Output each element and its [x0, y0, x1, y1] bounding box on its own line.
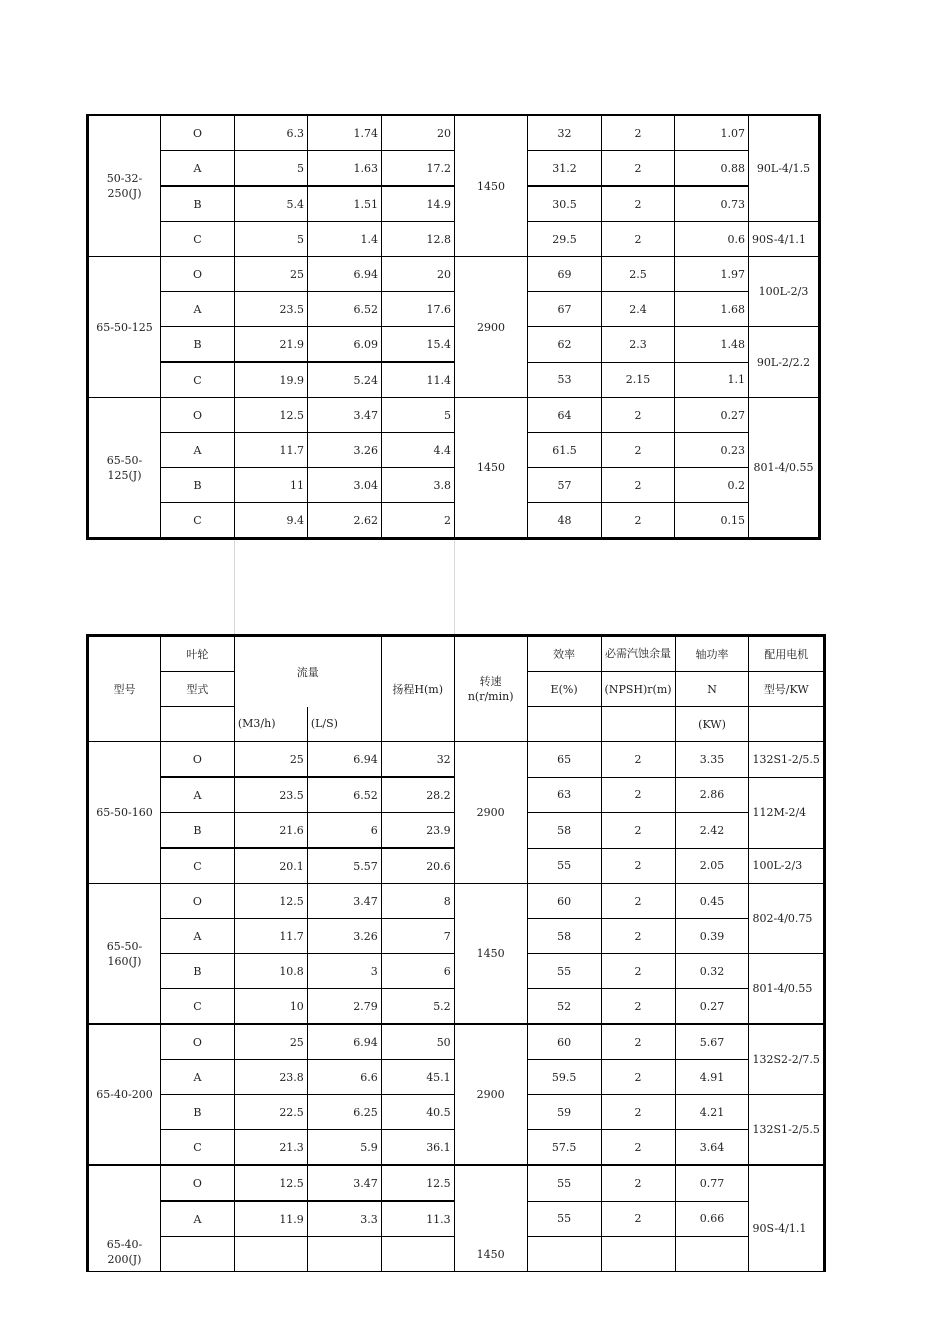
flow-m3h-cell: 11.9 — [234, 1201, 307, 1237]
head-cell: 12.5 — [381, 1165, 454, 1201]
speed-cell: 1450 — [455, 398, 528, 539]
motor-cell: 801-4/0.55 — [749, 954, 825, 1025]
speed-cell: 2900 — [454, 742, 527, 884]
efficiency-cell: 69 — [528, 257, 602, 292]
efficiency-cell: 65 — [527, 742, 601, 778]
efficiency-cell: 55 — [527, 954, 601, 989]
table-row — [88, 186, 820, 222]
npsh-cell — [601, 1237, 675, 1272]
npsh-cell: 2 — [601, 1130, 675, 1166]
shaft-power-cell: 1.1 — [675, 362, 749, 398]
flow-ls-cell: 3.04 — [308, 468, 382, 503]
head-cell: 5.2 — [381, 989, 454, 1025]
npsh-cell: 2 — [601, 919, 675, 954]
motor-cell: 132S1-2/5.5 — [749, 1095, 825, 1166]
shaft-power-cell: 3.35 — [675, 742, 749, 778]
table-row — [88, 398, 820, 433]
npsh-cell: 2 — [601, 777, 675, 813]
impeller-cell — [160, 1237, 234, 1272]
flow-ls-cell: 3.26 — [307, 919, 381, 954]
header-impeller: 叶轮 — [160, 636, 234, 672]
motor-cell: 90L-2/2.2 — [749, 327, 820, 398]
npsh-cell: 2 — [602, 503, 675, 539]
efficiency-cell: 31.2 — [528, 151, 602, 187]
npsh-cell: 2 — [601, 1095, 675, 1130]
npsh-cell: 2 — [601, 1024, 675, 1060]
motor-cell: 112M-2/4 — [749, 777, 825, 848]
table-row — [88, 222, 820, 257]
efficiency-cell: 57.5 — [527, 1130, 601, 1166]
flow-m3h-cell: 20.1 — [234, 848, 307, 884]
header-flow-ls: (L/S) — [307, 707, 381, 742]
shaft-power-cell: 4.91 — [675, 1060, 749, 1095]
shaft-power-cell: 0.6 — [675, 222, 749, 257]
head-cell: 20 — [382, 257, 455, 292]
efficiency-cell — [527, 1237, 601, 1272]
efficiency-cell: 64 — [528, 398, 602, 433]
npsh-cell: 2 — [601, 1060, 675, 1095]
npsh-cell: 2.4 — [602, 292, 675, 327]
efficiency-cell: 48 — [528, 503, 602, 539]
npsh-cell: 2 — [601, 848, 675, 884]
efficiency-cell: 62 — [528, 327, 602, 363]
flow-m3h-cell: 12.5 — [234, 884, 307, 919]
header-speed: 转速n(r/min) — [454, 636, 527, 742]
impeller-cell: C — [160, 1130, 234, 1166]
impeller-cell: A — [161, 151, 235, 187]
shaft-power-cell: 5.67 — [675, 1024, 749, 1060]
flow-ls-cell: 6.94 — [307, 742, 381, 778]
shaft-power-cell: 0.2 — [675, 468, 749, 503]
flow-ls-cell — [307, 1237, 381, 1272]
impeller-cell: O — [161, 398, 235, 433]
head-cell: 2 — [382, 503, 455, 539]
table-row — [88, 151, 820, 187]
impeller-cell: A — [160, 1201, 234, 1237]
head-cell: 17.2 — [382, 151, 455, 187]
impeller-cell: C — [161, 503, 235, 539]
flow-m3h-cell: 22.5 — [234, 1095, 307, 1130]
shaft-power-cell: 0.27 — [675, 989, 749, 1025]
npsh-cell: 2 — [601, 1201, 675, 1237]
efficiency-cell: 52 — [527, 989, 601, 1025]
npsh-cell: 2 — [601, 989, 675, 1025]
efficiency-cell: 55 — [527, 848, 601, 884]
speed-cell: 2900 — [455, 257, 528, 398]
impeller-cell: B — [161, 186, 235, 222]
shaft-power-cell: 3.64 — [675, 1130, 749, 1166]
head-cell: 20 — [382, 115, 455, 151]
pump-spec-table-2 — [86, 634, 826, 1272]
gridline — [234, 532, 235, 634]
flow-ls-cell: 5.24 — [308, 362, 382, 398]
shaft-power-cell: 1.68 — [675, 292, 749, 327]
flow-m3h-cell: 25 — [235, 257, 308, 292]
header-motor-unit: 型号/KW — [749, 672, 825, 707]
header-head: 扬程H(m) — [381, 636, 454, 742]
head-cell: 3.8 — [382, 468, 455, 503]
npsh-cell: 2 — [601, 954, 675, 989]
impeller-cell: B — [160, 954, 234, 989]
flow-ls-cell: 3.47 — [308, 398, 382, 433]
flow-m3h-cell: 25 — [234, 1024, 307, 1060]
efficiency-cell: 55 — [527, 1201, 601, 1237]
npsh-cell: 2 — [602, 115, 675, 151]
efficiency-cell: 59.5 — [527, 1060, 601, 1095]
shaft-power-cell: 0.77 — [675, 1165, 749, 1201]
efficiency-cell: 29.5 — [528, 222, 602, 257]
header-blank — [749, 707, 825, 742]
header-row — [88, 636, 825, 672]
motor-cell: 801-4/0.55 — [749, 398, 820, 539]
flow-ls-cell: 6.09 — [308, 327, 382, 363]
impeller-cell: A — [160, 919, 234, 954]
head-cell: 32 — [381, 742, 454, 778]
header-efficiency: 效率 — [527, 636, 601, 672]
flow-m3h-cell — [234, 1237, 307, 1272]
shaft-power-cell: 0.32 — [675, 954, 749, 989]
shaft-power-cell: 0.39 — [675, 919, 749, 954]
shaft-power-cell: 2.42 — [675, 813, 749, 849]
header-efficiency-unit: E(%) — [527, 672, 601, 707]
flow-m3h-cell: 11.7 — [235, 433, 308, 468]
head-cell: 17.6 — [382, 292, 455, 327]
flow-ls-cell: 6.52 — [308, 292, 382, 327]
speed-cell: 1450 — [454, 884, 527, 1025]
impeller-cell: B — [161, 468, 235, 503]
header-shaft-power-symbol: N — [675, 672, 749, 707]
motor-cell: 90L-4/1.5 — [749, 115, 820, 222]
flow-m3h-cell: 21.9 — [235, 327, 308, 363]
npsh-cell: 2 — [602, 151, 675, 187]
impeller-cell: O — [160, 884, 234, 919]
flow-ls-cell: 1.63 — [308, 151, 382, 187]
table-row — [88, 468, 820, 503]
flow-ls-cell: 3.3 — [307, 1201, 381, 1237]
shaft-power-cell: 2.86 — [675, 777, 749, 813]
speed-cell: 1450 — [454, 1165, 527, 1272]
head-cell: 28.2 — [381, 777, 454, 813]
table-row — [88, 503, 820, 539]
model-cell: 65-50-160(J) — [88, 884, 161, 1025]
impeller-cell: C — [160, 989, 234, 1025]
npsh-cell: 2 — [602, 468, 675, 503]
shaft-power-cell: 1.07 — [675, 115, 749, 151]
model-cell: 65-50-125 — [88, 257, 161, 398]
flow-ls-cell: 1.74 — [308, 115, 382, 151]
flow-ls-cell: 6.25 — [307, 1095, 381, 1130]
table-row — [88, 884, 825, 919]
table-row — [88, 1024, 825, 1060]
npsh-cell: 2.15 — [602, 362, 675, 398]
speed-cell: 2900 — [454, 1024, 527, 1165]
npsh-cell: 2 — [601, 813, 675, 849]
flow-ls-cell: 3.26 — [308, 433, 382, 468]
speed-cell: 1450 — [455, 115, 528, 257]
shaft-power-cell — [675, 1237, 749, 1272]
motor-cell: 90S-4/1.1 — [749, 1165, 825, 1272]
motor-cell: 132S2-2/7.5 — [749, 1024, 825, 1095]
head-cell: 4.4 — [382, 433, 455, 468]
head-cell: 36.1 — [381, 1130, 454, 1166]
table-row — [88, 433, 820, 468]
npsh-cell: 2 — [602, 186, 675, 222]
header-motor: 配用电机 — [749, 636, 825, 672]
shaft-power-cell: 0.73 — [675, 186, 749, 222]
efficiency-cell: 57 — [528, 468, 602, 503]
table-row — [88, 742, 825, 778]
head-cell — [381, 1237, 454, 1272]
head-cell: 7 — [381, 919, 454, 954]
head-cell: 6 — [381, 954, 454, 989]
header-flow-m3h: (M3/h) — [234, 707, 307, 742]
impeller-cell: A — [161, 292, 235, 327]
flow-m3h-cell: 23.8 — [234, 1060, 307, 1095]
flow-m3h-cell: 10 — [234, 989, 307, 1025]
efficiency-cell: 59 — [527, 1095, 601, 1130]
shaft-power-cell: 0.23 — [675, 433, 749, 468]
flow-ls-cell: 6.94 — [307, 1024, 381, 1060]
pump-spec-table-1 — [86, 114, 821, 540]
flow-m3h-cell: 10.8 — [234, 954, 307, 989]
flow-m3h-cell: 21.6 — [234, 813, 307, 849]
flow-m3h-cell: 23.5 — [235, 292, 308, 327]
flow-ls-cell: 2.62 — [308, 503, 382, 539]
flow-m3h-cell: 5 — [235, 222, 308, 257]
shaft-power-cell: 1.48 — [675, 327, 749, 363]
table-row — [88, 115, 820, 151]
model-cell: 65-50-125(J) — [88, 398, 161, 539]
impeller-cell: A — [161, 433, 235, 468]
motor-cell: 132S1-2/5.5 — [749, 742, 825, 778]
flow-ls-cell: 1.4 — [308, 222, 382, 257]
flow-ls-cell: 6.6 — [307, 1060, 381, 1095]
impeller-cell: O — [161, 257, 235, 292]
impeller-cell: O — [160, 1024, 234, 1060]
flow-ls-cell: 6.94 — [308, 257, 382, 292]
flow-ls-cell: 5.57 — [307, 848, 381, 884]
head-cell: 15.4 — [382, 327, 455, 363]
npsh-cell: 2 — [602, 433, 675, 468]
motor-cell: 802-4/0.75 — [749, 884, 825, 954]
header-npsh-unit: (NPSH)r(m) — [601, 672, 675, 707]
flow-m3h-cell: 11 — [235, 468, 308, 503]
efficiency-cell: 60 — [527, 884, 601, 919]
header-blank — [160, 707, 234, 742]
motor-cell: 90S-4/1.1 — [749, 222, 820, 257]
impeller-cell: A — [160, 777, 234, 813]
flow-ls-cell: 1.51 — [308, 186, 382, 222]
shaft-power-cell: 1.97 — [675, 257, 749, 292]
table-row — [88, 257, 820, 292]
flow-ls-cell: 2.79 — [307, 989, 381, 1025]
impeller-cell: B — [160, 813, 234, 849]
head-cell: 14.9 — [382, 186, 455, 222]
efficiency-cell: 55 — [527, 1165, 601, 1201]
npsh-cell: 2 — [601, 1165, 675, 1201]
flow-m3h-cell: 11.7 — [234, 919, 307, 954]
gridline — [454, 532, 455, 634]
head-cell: 11.4 — [382, 362, 455, 398]
flow-m3h-cell: 6.3 — [235, 115, 308, 151]
impeller-cell: C — [160, 848, 234, 884]
npsh-cell: 2 — [601, 884, 675, 919]
flow-m3h-cell: 25 — [234, 742, 307, 778]
flow-ls-cell: 3.47 — [307, 884, 381, 919]
impeller-cell: C — [161, 222, 235, 257]
header-shaft-power-unit: (KW) — [675, 707, 749, 742]
npsh-cell: 2 — [602, 398, 675, 433]
head-cell: 50 — [381, 1024, 454, 1060]
head-cell: 45.1 — [381, 1060, 454, 1095]
flow-m3h-cell: 23.5 — [234, 777, 307, 813]
efficiency-cell: 53 — [528, 362, 602, 398]
shaft-power-cell: 0.15 — [675, 503, 749, 539]
shaft-power-cell: 0.27 — [675, 398, 749, 433]
flow-m3h-cell: 9.4 — [235, 503, 308, 539]
table-row — [88, 1165, 825, 1201]
model-cell: 50-32-250(J) — [88, 115, 161, 257]
header-blank — [527, 707, 601, 742]
flow-m3h-cell: 19.9 — [235, 362, 308, 398]
head-cell: 40.5 — [381, 1095, 454, 1130]
header-model: 型号 — [88, 636, 161, 742]
flow-ls-cell: 6 — [307, 813, 381, 849]
model-cell: 65-40-200(J) — [88, 1165, 161, 1272]
impeller-cell: O — [160, 1165, 234, 1201]
shaft-power-cell: 4.21 — [675, 1095, 749, 1130]
head-cell: 5 — [382, 398, 455, 433]
impeller-cell: B — [161, 327, 235, 363]
efficiency-cell: 61.5 — [528, 433, 602, 468]
flow-m3h-cell: 5 — [235, 151, 308, 187]
head-cell: 12.8 — [382, 222, 455, 257]
shaft-power-cell: 0.66 — [675, 1201, 749, 1237]
flow-m3h-cell: 5.4 — [235, 186, 308, 222]
npsh-cell: 2 — [602, 222, 675, 257]
table-row — [88, 292, 820, 327]
flow-ls-cell: 3 — [307, 954, 381, 989]
npsh-cell: 2.3 — [602, 327, 675, 363]
npsh-cell: 2 — [601, 742, 675, 778]
shaft-power-cell: 2.05 — [675, 848, 749, 884]
efficiency-cell: 30.5 — [528, 186, 602, 222]
efficiency-cell: 58 — [527, 919, 601, 954]
table-row — [88, 327, 820, 363]
efficiency-cell: 67 — [528, 292, 602, 327]
shaft-power-cell: 0.88 — [675, 151, 749, 187]
flow-ls-cell: 6.52 — [307, 777, 381, 813]
flow-ls-cell: 5.9 — [307, 1130, 381, 1166]
efficiency-cell: 60 — [527, 1024, 601, 1060]
efficiency-cell: 58 — [527, 813, 601, 849]
motor-cell: 100L-2/3 — [749, 848, 825, 884]
header-shaft-power: 轴功率 — [675, 636, 749, 672]
flow-m3h-cell: 12.5 — [234, 1165, 307, 1201]
flow-m3h-cell: 12.5 — [235, 398, 308, 433]
impeller-cell: B — [160, 1095, 234, 1130]
head-cell: 11.3 — [381, 1201, 454, 1237]
pump-spec-table-2-viewport — [86, 634, 826, 1266]
shaft-power-cell: 0.45 — [675, 884, 749, 919]
flow-ls-cell: 3.47 — [307, 1165, 381, 1201]
head-cell: 23.9 — [381, 813, 454, 849]
head-cell: 8 — [381, 884, 454, 919]
motor-cell: 100L-2/3 — [749, 257, 820, 327]
impeller-cell: A — [160, 1060, 234, 1095]
header-npsh: 必需汽蚀余量 — [601, 636, 675, 672]
header-impeller-type: 型式 — [160, 672, 234, 707]
impeller-cell: O — [161, 115, 235, 151]
header-flow: 流量 — [234, 636, 381, 707]
header-blank — [601, 707, 675, 742]
impeller-cell: O — [160, 742, 234, 778]
efficiency-cell: 32 — [528, 115, 602, 151]
npsh-cell: 2.5 — [602, 257, 675, 292]
head-cell: 20.6 — [381, 848, 454, 884]
flow-m3h-cell: 21.3 — [234, 1130, 307, 1166]
efficiency-cell: 63 — [527, 777, 601, 813]
model-cell: 65-40-200 — [88, 1024, 161, 1165]
impeller-cell: C — [161, 362, 235, 398]
table-row — [88, 362, 820, 398]
model-cell: 65-50-160 — [88, 742, 161, 884]
